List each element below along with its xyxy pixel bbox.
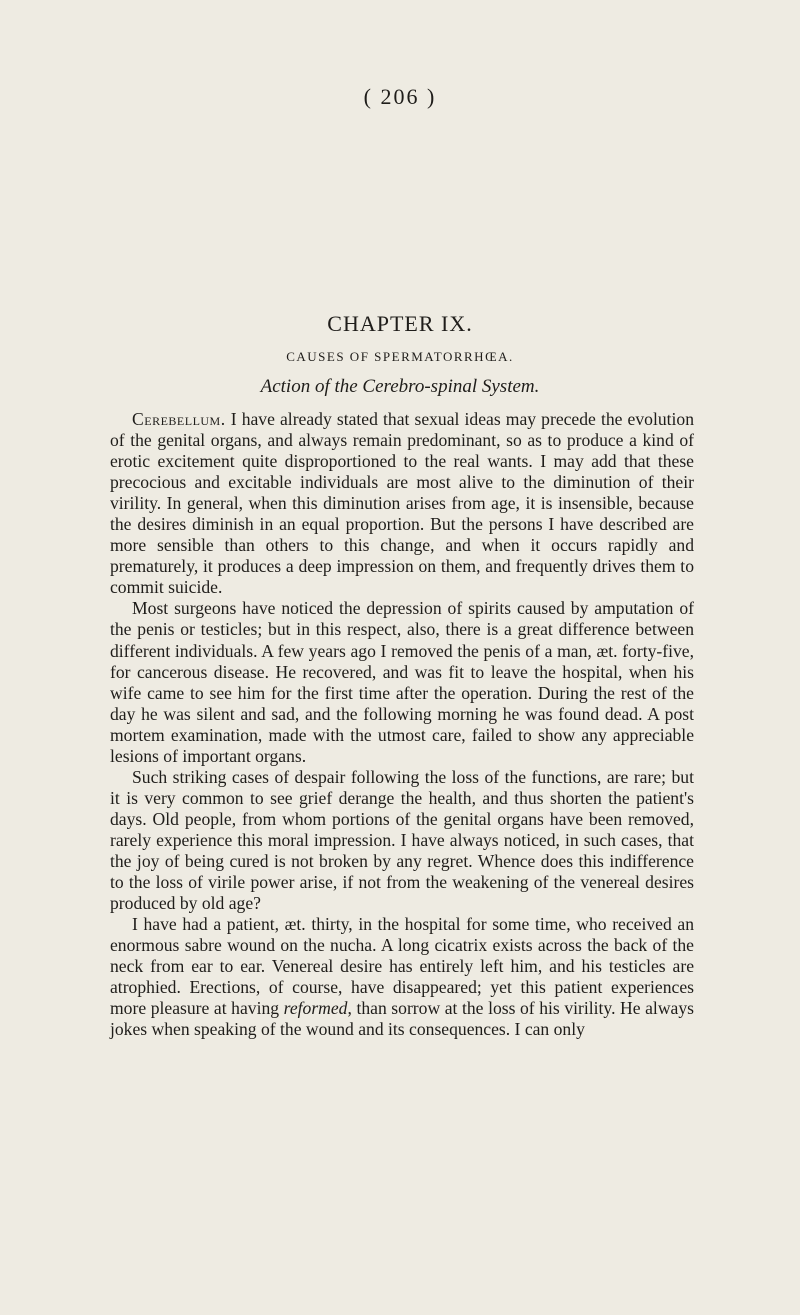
body-text — [110, 409, 694, 1040]
page-number: ( 206 ) — [363, 84, 437, 109]
paragraph-3: Such striking cases of despair following the loss of the functions, are rare; but it is very common to see grief derange the health, and thus shorten the patient's days. Old people, from whom portions of the genital organs have been removed, rarely experience this moral impression. I have always noticed, in such cases, that the joy of being cured is not broken by any regret. Whence does this indifference to the loss of virile power arise, if not from the weakening of the venereal desires produced by old age? — [110, 766, 694, 914]
paragraph-4-emphasis: reformed — [283, 998, 348, 1019]
paragraph-1 — [110, 409, 694, 598]
section-title: Action of the Cerebro-spinal System. — [260, 376, 540, 397]
chapter-subtitle: CAUSES OF SPERMATORRHŒA. — [286, 349, 514, 364]
paragraph-2: Most surgeons have noticed the depression of spirits caused by amputation of the penis or testicles; but in this respect, also, there is a great difference between different individuals. A few years ago I removed the penis of a man, æt. forty-five, for cancerous disease. He recovered, and was fit to leave the hospital, when his wife came to see him for the first time after the operation. During the rest of the day he was silent and sad, and the following morning he was found dead. A post mortem examination, made with the utmost care, failed to show any appreciable lesions of important organs. — [110, 598, 694, 766]
lead-word: Cerebellum. — [132, 409, 226, 429]
chapter-title: CHAPTER IX. — [327, 311, 473, 336]
paragraph-4 — [110, 914, 694, 1040]
paragraph-4-text-a: I have had a patient, æt. thirty, in the hospital for some time, who received an enormous sabre wound on the nucha. A long cicatrix exists across the back of the neck from ear to ear. Venereal desire has entirely left him, and his testicles are atrophied. Erections, of course, have disappeared; yet this patient experiences more pleasure at having — [110, 914, 694, 1019]
paragraph-1-text: I have already stated that sexual ideas may precede the evolution of the genital organs, and always remain predominant, so as to produce a kind of erotic excitement quite disproportioned to the real wants. I may add that these precocious and excitable individuals are most alive to the diminution of their virility. In general, when this diminution arises from age, it is insensible, because the desires diminish in an equal proportion. But the persons I have described are more sensible than others to this change, and when it occurs rapidly and prematurely, it produces a deep impression on them, and frequently drives them to commit suicide. — [110, 409, 694, 598]
paragraph-4-text-b: , than sorrow at the loss of his virility. He always jokes when speaking of the wound and its consequences. I can only — [110, 998, 694, 1040]
